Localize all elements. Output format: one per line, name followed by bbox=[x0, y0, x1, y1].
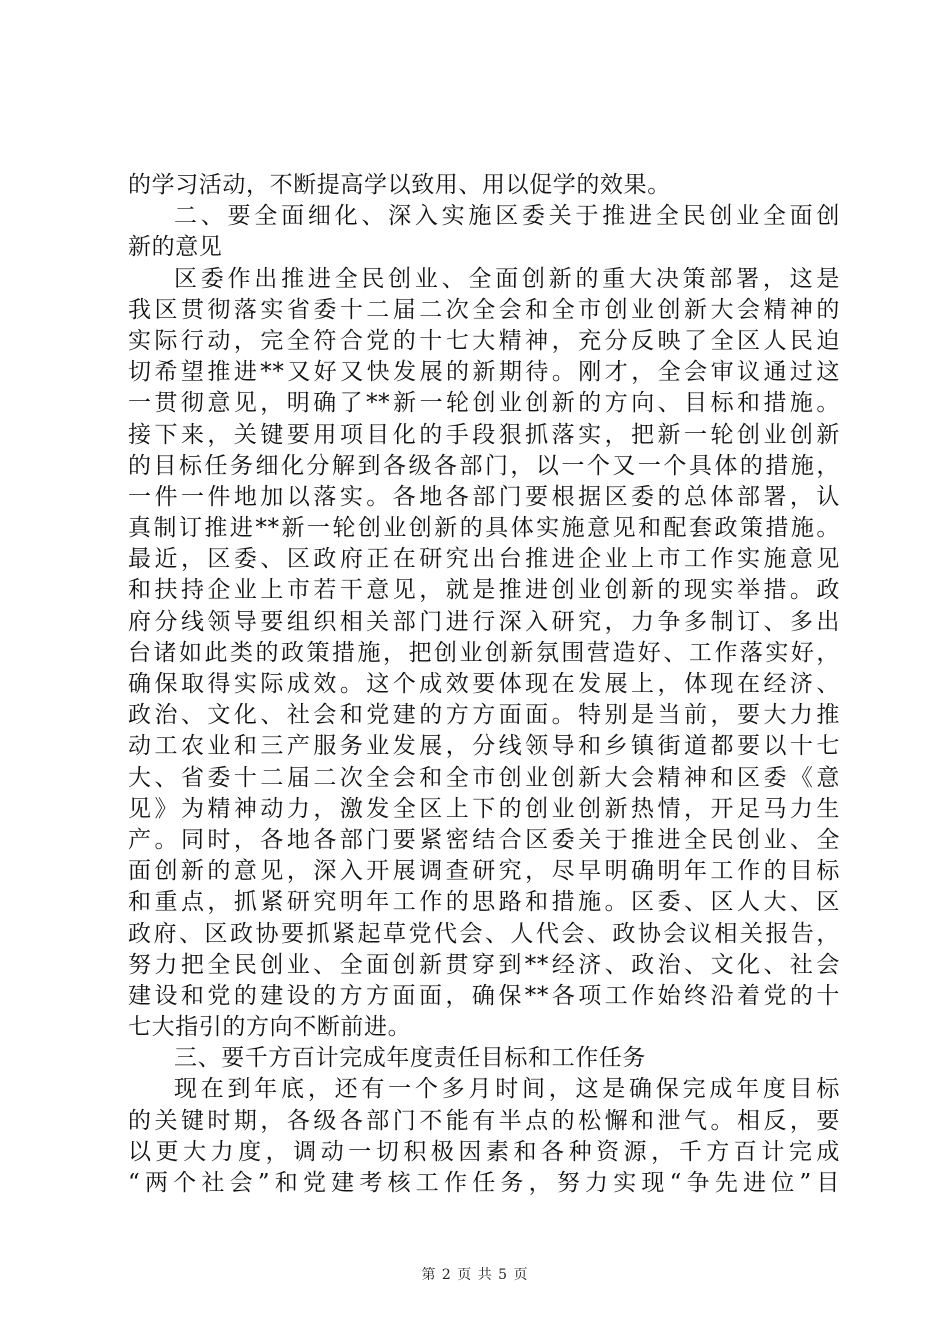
text-line: 实际行动，完全符合党的十七大精神，充分反映了全区人民迫 bbox=[128, 327, 840, 354]
text-line: 确保取得实际成效。这个成效要体现在发展上，体现在经济、 bbox=[128, 671, 840, 697]
text-line: 二、要全面细化、深入实施区委关于推进全民创业全面创 bbox=[174, 203, 840, 230]
text-line: 一贯彻意见，明确了**新一轮创业创新的方向、目标和措施。 bbox=[128, 390, 840, 417]
text-line: 真制订推进**新一轮创业创新的具体实施意见和配套政策措施。 bbox=[128, 515, 840, 542]
text-line: 面创新的意见，深入开展调查研究，尽早明确明年工作的目标 bbox=[128, 858, 840, 885]
text-line: 现在到年底，还有一个多月时间，这是确保完成年度目标 bbox=[174, 1076, 840, 1103]
text-line: 以更大力度，调动一切积极因素和各种资源，千方百计完成 bbox=[128, 1138, 840, 1165]
text-line: 大、省委十二届二次全会和全市创业创新大会精神和区委《意 bbox=[128, 764, 840, 791]
page-footer: 第 2 页 共 5 页 bbox=[421, 1267, 529, 1283]
text-line: 的目标任务细化分解到各级各部门，以一个又一个具体的措施， bbox=[128, 452, 840, 479]
text-line: 动工农业和三产服务业发展，分线领导和乡镇街道都要以十七 bbox=[128, 733, 840, 760]
text-line: 最近，区委、区政府正在研究出台推进企业上市工作实施意见 bbox=[128, 546, 840, 573]
text-line: “两个社会”和党建考核工作任务，努力实现“争先进位”目 bbox=[128, 1170, 840, 1196]
text-line: 和重点，抓紧研究明年工作的思路和措施。区委、区人大、区 bbox=[128, 889, 840, 916]
text-line: 政府、区政协要抓紧起草党代会、人代会、政协会议相关报告， bbox=[128, 920, 840, 947]
text-line: 建设和党的建设的方方面面，确保**各项工作始终沿着党的十 bbox=[128, 982, 840, 1009]
text-line: 见》为精神动力，激发全区上下的创业创新热情，开足马力生 bbox=[128, 795, 840, 822]
text-line: 三、要千方百计完成年度责任目标和工作任务 bbox=[174, 1045, 646, 1072]
text-line: 台诸如此类的政策措施，把创业创新氛围营造好、工作落实好， bbox=[128, 639, 840, 666]
text-line: 努力把全民创业、全面创新贯穿到**经济、政治、文化、社会 bbox=[128, 951, 840, 978]
text-line: 一件一件地加以落实。各地各部门要根据区委的总体部署，认 bbox=[128, 483, 840, 510]
text-line: 七大指引的方向不断前进。 bbox=[128, 1014, 412, 1041]
text-line: 切希望推进**又好又快发展的新期待。刚才，全会审议通过这 bbox=[128, 359, 840, 386]
text-line: 我区贯彻落实省委十二届二次全会和全市创业创新大会精神的 bbox=[128, 296, 840, 323]
text-line: 区委作出推进全民创业、全面创新的重大决策部署，这是 bbox=[174, 265, 840, 292]
document-body bbox=[128, 170, 840, 1199]
text-line: 府分线领导要组织相关部门进行深入研究，力争多制订、多出 bbox=[128, 608, 840, 635]
text-line: 接下来，关键要用项目化的手段狠抓落实，把新一轮创业创新 bbox=[128, 421, 840, 448]
text-line: 和扶持企业上市若干意见，就是推进创业创新的现实举措。政 bbox=[128, 577, 840, 604]
text-line: 的关键时期，各级各部门不能有半点的松懈和泄气。相反，要 bbox=[128, 1107, 840, 1134]
text-line: 新的意见 bbox=[128, 234, 223, 261]
text-line: 政治、文化、社会和党建的方方面面。特别是当前，要大力推 bbox=[128, 702, 840, 729]
text-line: 产。同时，各地各部门要紧密结合区委关于推进全民创业、全 bbox=[128, 826, 840, 853]
text-line: 的学习活动，不断提高学以致用、用以促学的效果。 bbox=[128, 172, 671, 198]
